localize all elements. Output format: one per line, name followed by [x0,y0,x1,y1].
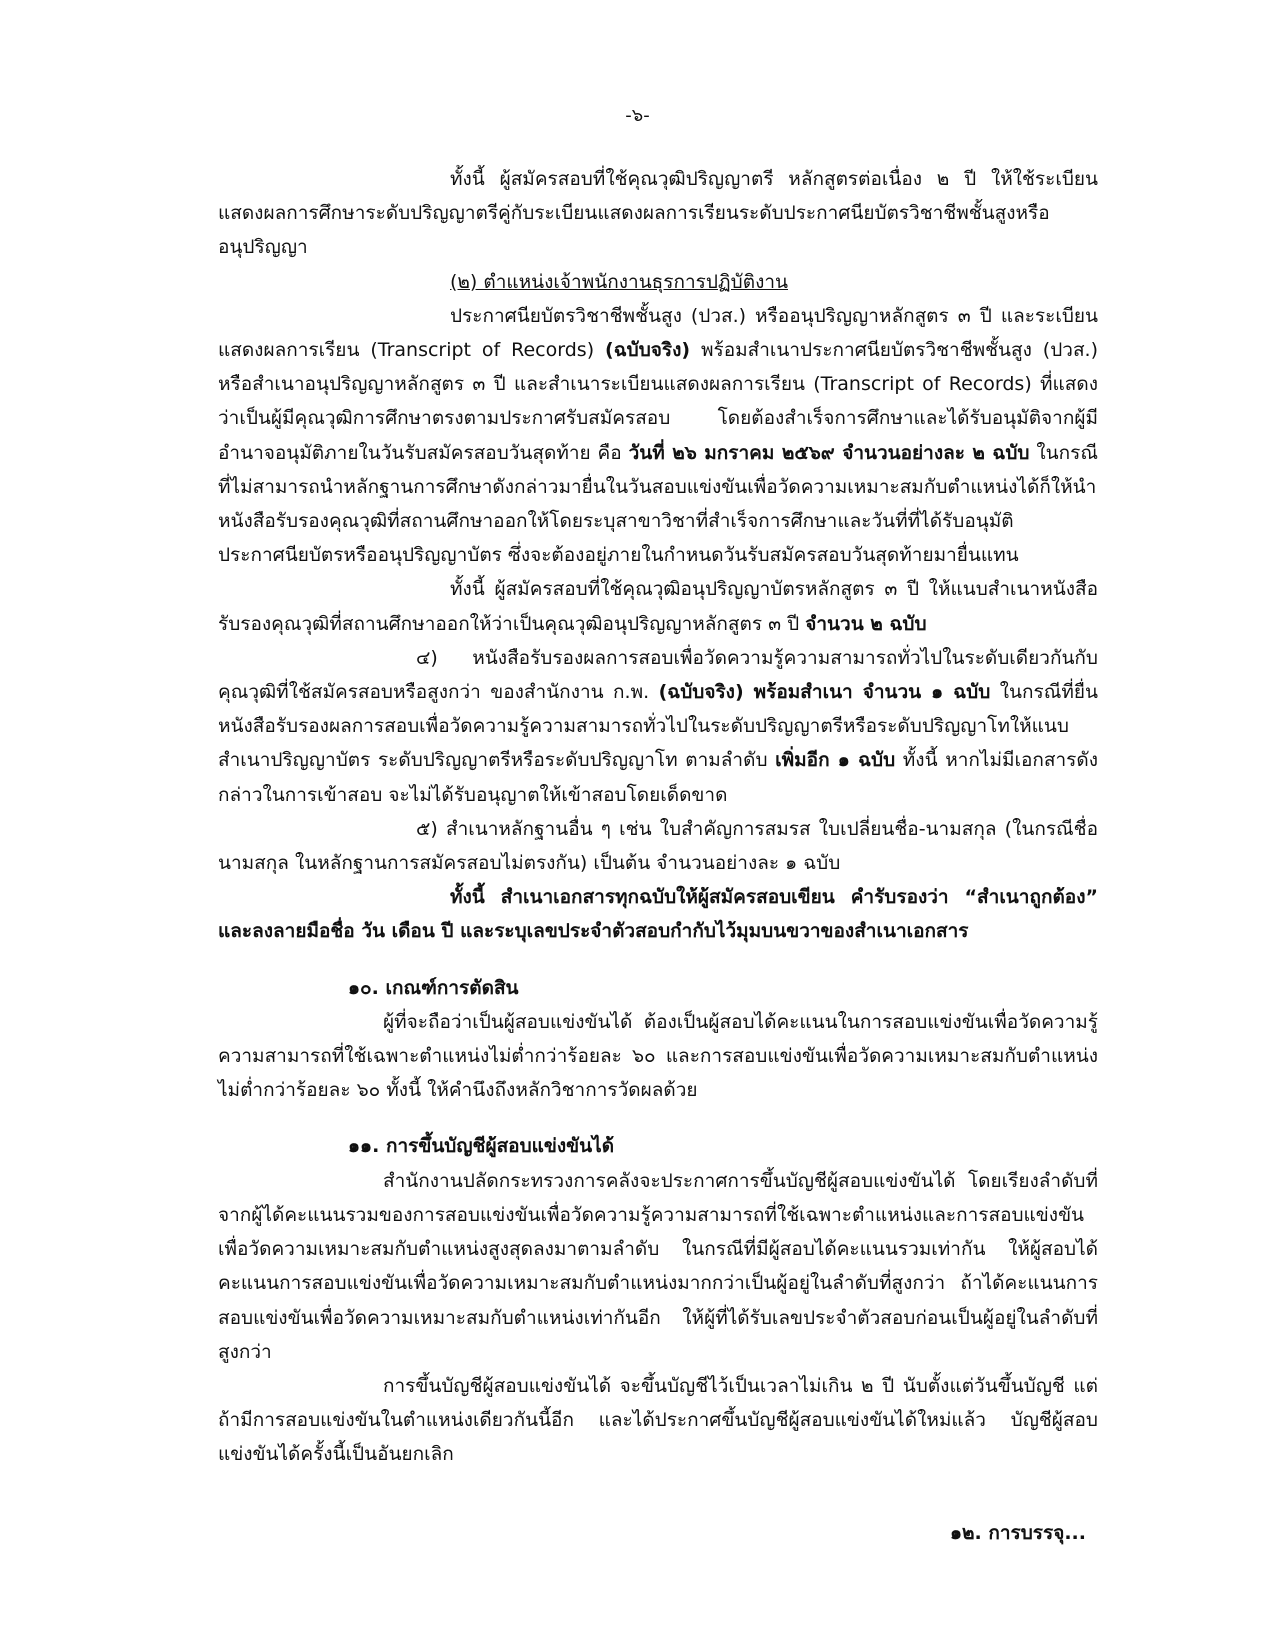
document-body [218,162,1098,1472]
text-segment: ในกรณีที่ไม่สามารถนำหลักฐานการศึกษาดังกล่าวมายื่นในวันสอบแข่งขันเพื่อวัดความเหมาะสมกับตำแหน่งได้ก็ให้นำหนังสือรับรองคุณวุฒิที่สถานศึกษาออกให้โดยระบุสาขาวิชาที่สำเร็จการศึกษาและวันที่ที่ได้รับอนุมัติประกาศนียบัตรหรืออนุปริญญาบัตร ซึ่งจะต้องอยู่ภายในกำหนดวันรับสมัครสอบวันสุดท้ายมายื่นแทน [218,441,1098,567]
paragraph-bachelor-continuing: ทั้งนี้ ผู้สมัครสอบที่ใช้คุณวุฒิปริญญาตรี หลักสูตรต่อเนื่อง ๒ ปี ให้ใช้ระเบียนแสดงผลการศึกษาระดับปริญญาตรีคู่กับระเบียนแสดงผลการเรียนระดับประกาศนียบัตรวิชาชีพชั้นสูงหรืออนุปริญญา [218,168,1098,259]
section-11-text-1: สำนักงานปลัดกระทรวงการคลังจะประกาศการขึ้นบัญชีผู้สอบแข่งขันได้ โดยเรียงลำดับที่จากผู้ได้คะแนนรวมของการสอบแข่งขันเพื่อวัดความรู้ความสามารถที่ใช้เฉพาะตำแหน่งและการสอบแข่งขันเพื่อวัดความเหมาะสมกับตำแหน่งสูงสุดลงมาตามลำดับ ในกรณีที่มีผู้สอบได้คะแนนรวมเท่ากัน ให้ผู้สอบได้คะแนนการสอบแข่งขันเพื่อวัดความเหมาะสมกับตำแหน่งมากกว่าเป็นผู้อยู่ในลำดับที่สูงกว่า ถ้าได้คะแนนการสอบแข่งขันเพื่อวัดความเหมาะสมกับตำแหน่งเท่ากันอีก ให้ผู้ที่ได้รับเลขประจำตัวสอบก่อนเป็นผู้อยู่ในลำดับที่สูงกว่า [218,1169,1098,1363]
next-page-continuation: ๑๒. การบรรจุ... [949,1522,1086,1544]
sub-heading-clerical-position: (๒) ตำแหน่งเจ้าพนักงานธุรการปฏิบัติงาน [450,270,789,293]
text-segment: ๔) หนังสือรับรองผลการสอบเพื่อวัดความรู้ความสามารถทั่วไปในระดับเดียวกันกับคุณวุฒิที่ใช้สมัครสอบหรือสูงกว่า ของสำนักงาน ก.พ. [218,646,1098,704]
text-segment: ทั้งนี้ ผู้สมัครสอบที่ใช้คุณวุฒิอนุปริญญาบัตรหลักสูตร ๓ ปี ให้แนบสำเนาหนังสือรับรองคุณวุฒิที่สถานศึกษาออกให้ว่าเป็นคุณวุฒิอนุปริญญาหลักสูตร ๓ ปี [218,578,1098,635]
bold-segment: (ฉบับจริง) [605,339,691,362]
paragraph-diploma-requirements [218,299,1098,573]
bold-segment: จำนวน ๒ ฉบับ [805,612,927,635]
quoted-segment: “ สำเนาถูกต้อง ” [965,886,1098,908]
section-10-heading: ๑๐. เกณฑ์การตัดสิน [348,976,519,999]
text-segment: และลงลายมือชื่อ วัน เดือน ปี และระบุเลขประจำตัวสอบกำกับไว้มุมบนขวาของสำเนาเอกสาร [218,920,969,943]
text-segment: ในกรณีที่ยื่นหนังสือรับรองผลการสอบเพื่อวัดความรู้ความสามารถทั่วไปในระดับปริญญาตรีหรือระดับปริญญาโทให้แนบสำเนาปริญญาบัตร ระดับปริญญาตรีหรือระดับปริญญาโท ตามลำดับ [218,681,1098,772]
bold-segment: (ฉบับจริง) พร้อมสำเนา จำนวน ๑ ฉบับ [658,681,991,704]
text-segment: พร้อมสำเนาประกาศนียบัตรวิชาชีพชั้นสูง (ปวส.) หรือสำเนาอนุปริญญาหลักสูตร ๓ ปี และสำเนาระเบียนแสดงผลการเรียน (Transcript of Records) ที่แสดงว่าเป็นผู้มีคุณวุฒิการศึกษาตรงตามประกาศรับสมัครสอบ โดยต้องสำเร็จการศึกษาและได้รับอนุมัติจากผู้มีอำนาจอนุมัติภายในวันรับสมัครสอบวันสุดท้าย คือ [218,339,1098,464]
paragraph-item-5: ๕) สำเนาหลักฐานอื่น ๆ เช่น ใบสำคัญการสมรส ใบเปลี่ยนชื่อ-นามสกุล (ในกรณีชื่อนามสกุล ในหลักฐานการสมัครสอบไม่ตรงกัน) เป็นต้น จำนวนอย่างละ ๑ ฉบับ [218,817,1098,875]
paragraph-certify-copies [218,880,1098,948]
page-number: -๖- [625,105,650,126]
text-segment: ทั้งนี้ สำเนาเอกสารทุกฉบับให้ผู้สมัครสอบเขียน คำรับรองว่า [450,886,965,909]
bold-deadline-segment: วันที่ ๒๖ มกราคม ๒๕๖๙ จำนวนอย่างละ ๒ ฉบับ [628,441,1030,464]
paragraph-diploma-certificate [218,572,1098,640]
paragraph-item-4 [218,641,1098,812]
bold-segment: เพิ่มอีก ๑ ฉบับ [775,749,896,772]
section-10-text: ผู้ที่จะถือว่าเป็นผู้สอบแข่งขันได้ ต้องเป็นผู้สอบได้คะแนนในการสอบแข่งขันเพื่อวัดความรู้ความสามารถที่ใช้เฉพาะตำแหน่งไม่ต่ำกว่าร้อยละ ๖๐ และการสอบแข่งขันเพื่อวัดความเหมาะสมกับตำแหน่งไม่ต่ำกว่าร้อยละ ๖๐ ทั้งนี้ ให้คำนึงถึงหลักวิชาการวัดผลด้วย [218,1010,1098,1102]
section-11-text-2: การขึ้นบัญชีผู้สอบแข่งขันได้ จะขึ้นบัญชีไว้เป็นเวลาไม่เกิน ๒ ปี นับตั้งแต่วันขึ้นบัญชี แต่ถ้ามีการสอบแข่งขันในตำแหน่งเดียวกันนี้อีก และได้ประกาศขึ้นบัญชีผู้สอบแข่งขันได้ใหม่แล้ว บัญชีผู้สอบแข่งขันได้ครั้งนี้เป็นอันยกเลิก [218,1374,1098,1466]
text-segment: ทั้งนี้ หากไม่มีเอกสารดังกล่าวในการเข้าสอบ จะไม่ได้รับอนุญาตให้เข้าสอบโดยเด็ดขาด [218,749,1098,806]
text-segment: ประกาศนียบัตรวิชาชีพชั้นสูง (ปวส.) หรืออนุปริญญาหลักสูตร ๓ ปี และระเบียนแสดงผลการเรียน (Transcript of Records) [218,304,1098,362]
section-11-heading: ๑๑. การขึ้นบัญชีผู้สอบแข่งขันได้ [348,1135,615,1158]
